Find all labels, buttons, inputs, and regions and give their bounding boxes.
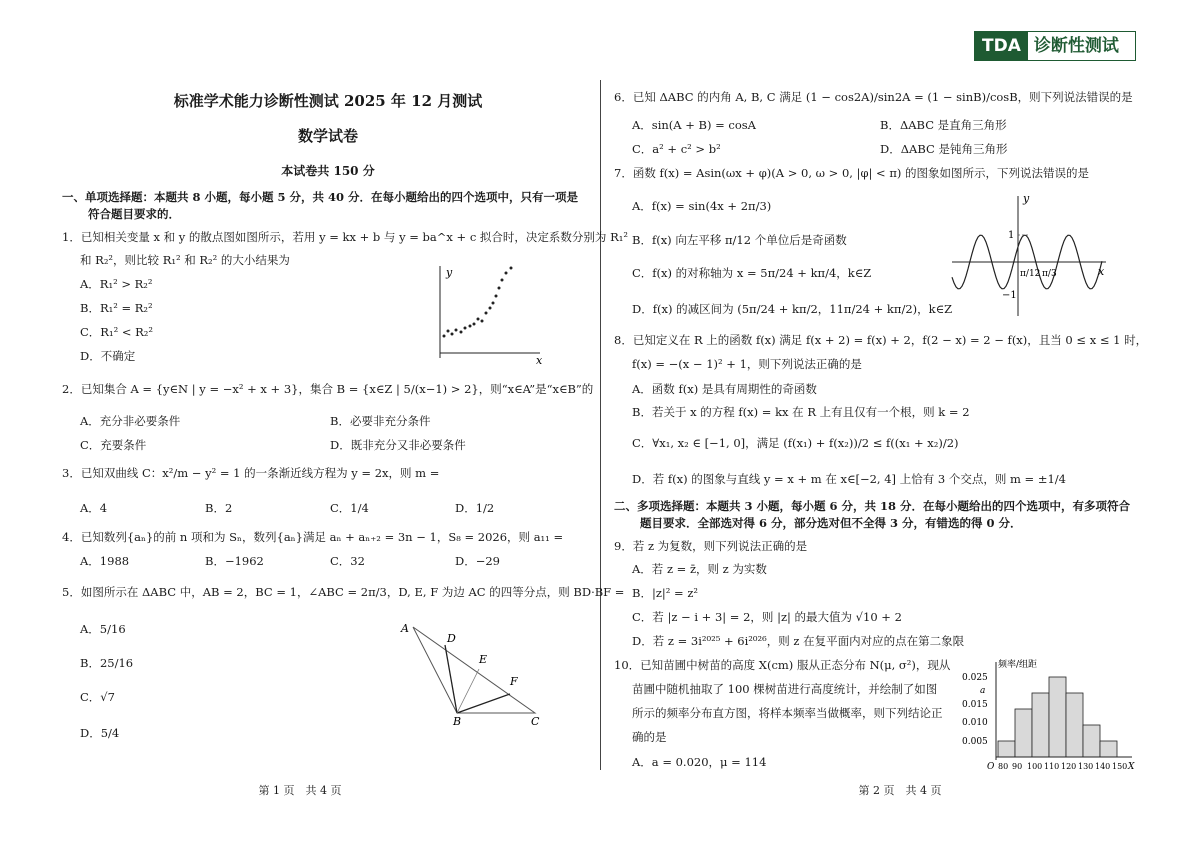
subject-title: 数学试卷 (297, 127, 358, 145)
q7-option-a: A．f(x) = sin(4x + 2π/3) (632, 199, 772, 213)
page-2 (600, 0, 1200, 849)
q8-option-b: B．若关于 x 的方程 f(x) = kx 在 R 上有且仅有一个根，则 k = 2 (632, 405, 970, 419)
graph-tick-pi-3: π/3 (1042, 269, 1057, 279)
q5-option-b: B．25/16 (80, 656, 134, 670)
q4-option-a: A．1988 (80, 554, 130, 568)
q7-text: 7．函数 f(x) = Asin(ωx + φ)(A > 0, ω > 0, |φ| < π) 的图象如图所示，下列说法错误的是 (614, 166, 1090, 180)
sine-graph-figure (950, 190, 1110, 320)
logo-diagnostic-test: 诊断性测试 (1033, 36, 1119, 56)
footer-page-1: 第 1 页 共 4 页 (258, 784, 342, 797)
q4-option-b: B．−1962 (205, 554, 264, 568)
histogram-bar (1083, 725, 1100, 757)
section1-line2: 符合题目要求的． (88, 207, 180, 221)
scatter-points (443, 267, 513, 338)
q9-option-b: B．|z|² = z² (632, 586, 698, 600)
triangle-label-c: C (531, 715, 540, 728)
q9-option-a: A．若 z = z̄，则 z 为实数 (632, 562, 767, 576)
q5-option-d: D．5/4 (80, 726, 120, 740)
hist-ytick-0025: 0.025 (962, 673, 988, 683)
scatter-plot-figure (420, 258, 550, 368)
triangle-label-b: B (453, 715, 462, 728)
q6-option-a: A．sin(A + B) = cosA (632, 118, 756, 132)
q8-option-a: A．函数 f(x) 是具有周期性的奇函数 (632, 382, 817, 396)
hist-x-label: X (1128, 762, 1135, 772)
hist-ytick-0015: 0.015 (962, 700, 988, 710)
q6-text: 6．已知 ΔABC 的内角 A, B, C 满足 (1 − cos2A)/sin2A = (1 − sinB)/cosB，则下列说法错误的是 (614, 90, 1133, 104)
triangle-figure (395, 615, 555, 730)
logo-tda: TDA (975, 32, 1028, 60)
triangle-label-a: A (401, 622, 409, 635)
histogram-bar (1032, 693, 1049, 757)
graph-tick-one: 1 (1008, 230, 1015, 241)
hist-xtick-100: 100 (1027, 762, 1043, 771)
q6-option-c: C．a² + c² > b² (632, 142, 721, 156)
section1-line1: 一、单项选择题：本题共 8 小题，每小题 5 分，共 40 分．在每小题给出的四个选项中，只有一项是 (62, 190, 579, 204)
q1-option-d: D．不确定 (80, 349, 136, 363)
q10-text-line4: 确的是 (632, 730, 667, 744)
hist-xtick-110: 110 (1044, 762, 1060, 771)
q3-option-c: C．1/4 (330, 501, 369, 515)
q2-option-a: A．充分非必要条件 (80, 414, 181, 428)
section2-line2: 题目要求．全部选对得 6 分，部分选对但不全得 3 分，有错选的得 0 分． (640, 516, 1022, 530)
q10-text-line1: 10．已知苗圃中树苗的高度 X(cm) 服从正态分布 N(μ, σ²)，现从 (614, 658, 951, 672)
q6-option-b: B．ΔABC 是直角三角形 (880, 118, 1007, 132)
q8-text-line1: 8．已知定义在 R 上的函数 f(x) 满足 f(x + 2) = f(x) + 2，f(2 − x) = 2 − f(x)，且当 0 ≤ x ≤ 1 时， (614, 333, 1148, 347)
q2-option-b: B．必要非充分条件 (330, 414, 431, 428)
q1-text-line1: 1．已知相关变量 x 和 y 的散点图如图所示，若用 y = kx + b 与 y = ba^x + c 拟合时，决定系数分别为 R₁² (62, 230, 628, 244)
q7-option-b: B．f(x) 向左平移 π/12 个单位后是奇函数 (632, 233, 847, 247)
graph-tick-pi-12: π/12 (1020, 269, 1041, 279)
hist-xtick-90: 90 (1012, 762, 1023, 771)
q1-option-c: C．R₁² < R₂² (80, 325, 154, 339)
q9-option-d: D．若 z = 3i²⁰²⁵ + 6i²⁰²⁶，则 z 在复平面内对应的点在第二象限 (632, 634, 965, 648)
q9-text: 9．若 z 为复数，则下列说法正确的是 (614, 539, 808, 553)
q2-text: 2．已知集合 A = {y∈N | y = −x² + x + 3}，集合 B = {x∈Z | 5/(x−1) > 2}，则“x∈A”是“x∈B”的 (62, 382, 594, 396)
histogram-bar (1066, 693, 1083, 757)
graph-y-label: y (1023, 192, 1030, 205)
q10-option-a: A．a = 0.020，μ = 114 (632, 755, 767, 769)
triangle-label-d: D (447, 632, 456, 645)
q6-option-d: D．ΔABC 是钝角三角形 (880, 142, 1008, 156)
hist-origin: O (987, 762, 995, 772)
q7-option-d: D．f(x) 的减区间为 (5π/24 + kπ/2，11π/24 + kπ/2)，k∈Z (632, 302, 953, 316)
hist-ytick-0005: 0.005 (962, 737, 988, 747)
graph-x-label: x (1098, 265, 1105, 278)
q1-option-b: B．R₁² = R₂² (80, 301, 153, 315)
q8-option-c: C．∀x₁, x₂ ∈ [−1, 0]，满足 (f(x₁) + f(x₂))/2 ≤ f((x₁ + x₂)/2) (632, 436, 959, 450)
q4-option-c: C．32 (330, 554, 365, 568)
q3-option-b: B．2 (205, 501, 233, 515)
q10-text-line3: 所示的频率分布直方图，将样本频率当做概率，则下列结论正 (632, 706, 943, 720)
q1-option-a: A．R₁² > R₂² (80, 277, 153, 291)
hist-y-label: 频率/组距 (998, 660, 1038, 670)
q7-option-c: C．f(x) 的对称轴为 x = 5π/24 + kπ/4，k∈Z (632, 266, 872, 280)
q2-option-c: C．充要条件 (80, 438, 147, 452)
exam-title: 标准学术能力诊断性测试 2025 年 12 月测试 (173, 92, 483, 110)
histogram-bar (1049, 677, 1066, 757)
hist-ytick-0010: 0.010 (962, 718, 988, 728)
hist-xtick-120: 120 (1061, 762, 1077, 771)
q8-option-d: D．若 f(x) 的图象与直线 y = x + m 在 x∈[−2, 4] 上恰有 3 个交点，则 m = ±1/4 (632, 472, 1066, 486)
hist-xtick-150: 150 (1112, 762, 1128, 771)
scatter-y-label: y (446, 266, 453, 279)
histogram-bar (1100, 741, 1117, 757)
hist-xtick-80: 80 (998, 762, 1009, 771)
triangle-label-e: E (479, 653, 488, 666)
q5-option-c: C．√7 (80, 690, 115, 704)
hist-xtick-140: 140 (1095, 762, 1111, 771)
q9-option-c: C．若 |z − i + 3| = 2，则 |z| 的最大值为 √10 + 2 (632, 610, 902, 624)
q8-text-line2: f(x) = −(x − 1)² + 1，则下列说法正确的是 (632, 357, 862, 371)
q1-text-line2: 和 R₂²，则比较 R₁² 和 R₂² 的大小结果为 (80, 253, 290, 267)
footer-page-2: 第 2 页 共 4 页 (858, 784, 942, 797)
q3-option-a: A．4 (80, 501, 108, 515)
total-score: 本试卷共 150 分 (281, 164, 375, 178)
hist-xtick-130: 130 (1078, 762, 1094, 771)
hist-ytick-a: a (980, 686, 986, 696)
section2-line1: 二、多项选择题：本题共 3 小题，每小题 6 分，共 18 分．在每小题给出的四个选项中，有多项符合 (614, 499, 1131, 513)
histogram-figure (958, 656, 1140, 774)
q3-option-d: D．1/2 (455, 501, 495, 515)
graph-tick-neg-one: −1 (1002, 290, 1017, 301)
q5-option-a: A．5/16 (80, 622, 126, 636)
q2-option-d: D．既非充分又非必要条件 (330, 438, 466, 452)
triangle-label-f: F (510, 675, 518, 688)
q4-text: 4．已知数列{aₙ}的前 n 项和为 Sₙ，数列{aₙ}满足 aₙ + aₙ₊₂ = 3n − 1，S₈ = 2026，则 a₁₁ = (62, 530, 564, 544)
q4-option-d: D．−29 (455, 554, 500, 568)
q10-text-line2: 苗圃中随机抽取了 100 棵树苗进行高度统计，并绘制了如图 (632, 682, 938, 696)
scatter-x-label: x (536, 354, 543, 367)
histogram-bar (1015, 709, 1032, 757)
q3-text: 3．已知双曲线 C：x²/m − y² = 1 的一条渐近线方程为 y = 2x，则 m = (62, 466, 440, 480)
histogram-bar (998, 741, 1015, 757)
q5-text: 5．如图所示在 ΔABC 中，AB = 2，BC = 1，∠ABC = 2π/3，D, E, F 为边 AC 的四等分点，则 BD·BF = (62, 585, 625, 599)
